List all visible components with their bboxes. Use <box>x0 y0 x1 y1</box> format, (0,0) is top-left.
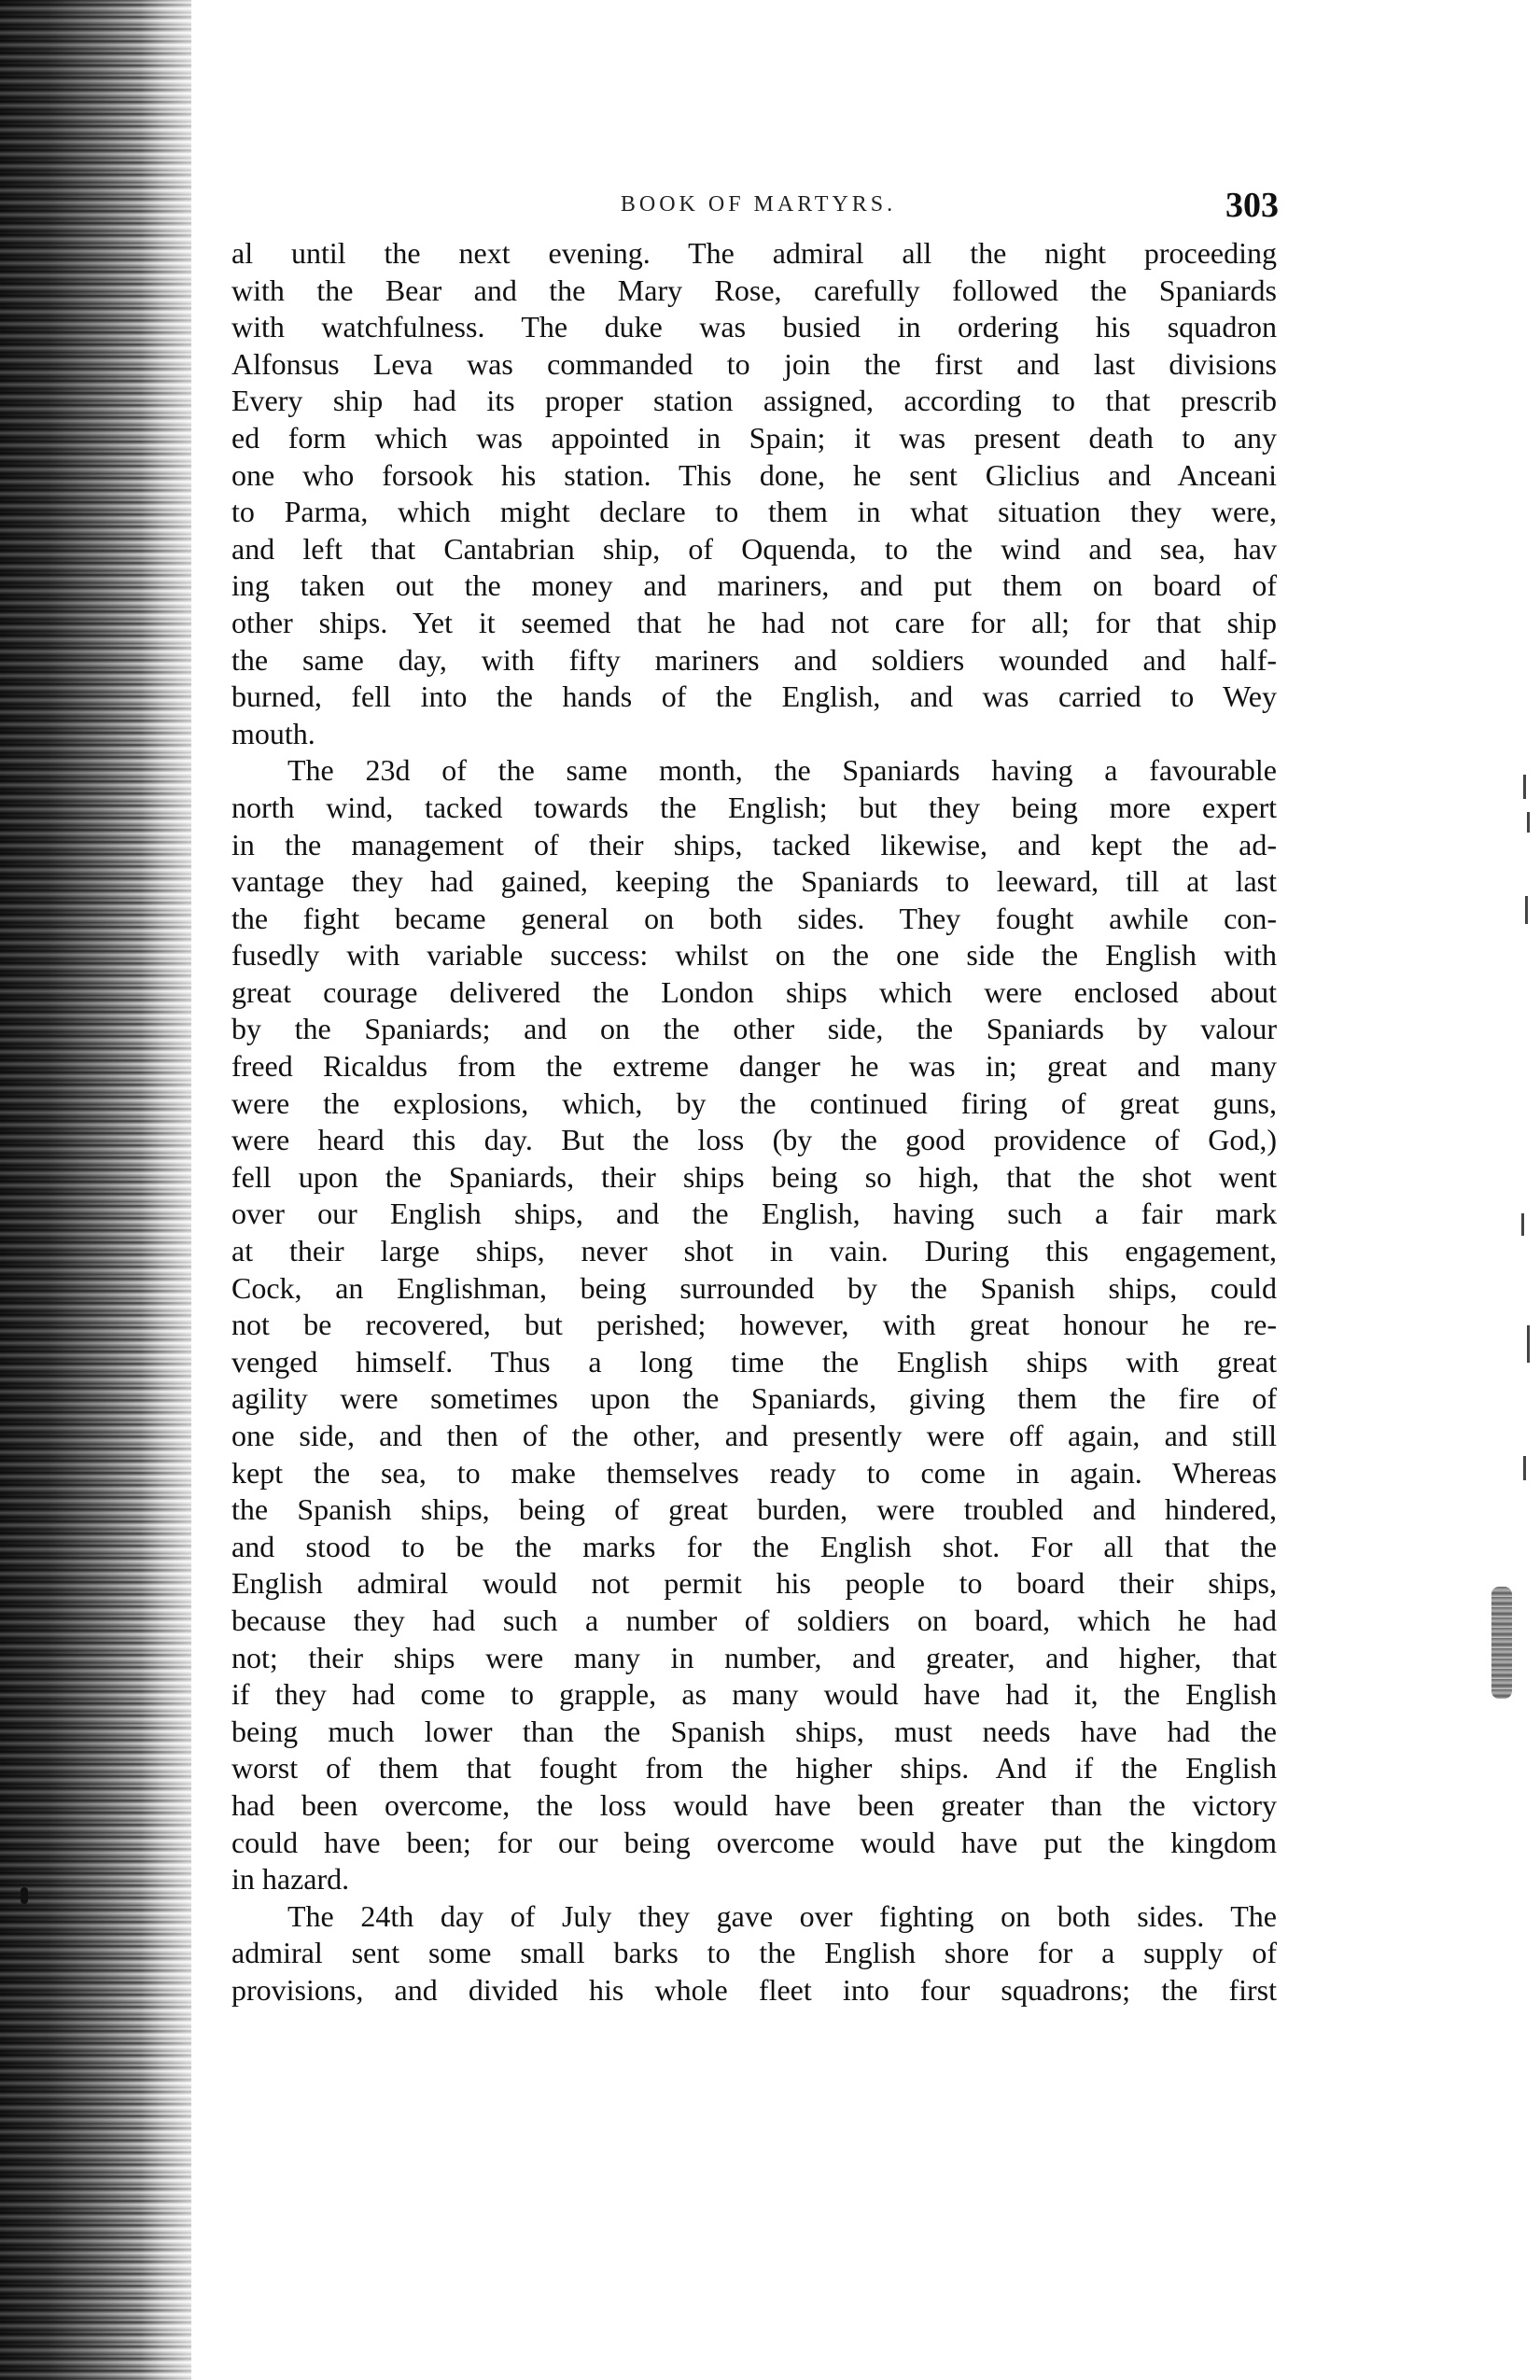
text-line: being much lower than the Spanish ships, must needs have had the <box>231 1714 1277 1748</box>
text-line: ing taken out the money and mariners, and put them on board of <box>231 568 1277 603</box>
text-line: because they had such a number of soldiers on board, which he had <box>231 1603 1277 1637</box>
text-line: the Spanish ships, being of great burden, were troubled and hindered, <box>231 1492 1277 1527</box>
text-line: the same day, with fifty mariners and soldiers wounded and half- <box>231 642 1277 677</box>
text-line: and stood to be the marks for the English shot. For all that the <box>231 1529 1277 1563</box>
text-line: had been overcome, the loss would have been greater than the victory <box>231 1787 1277 1822</box>
edge-mark <box>1527 1325 1530 1363</box>
text-line: mouth. <box>231 716 315 750</box>
edge-mark <box>1523 775 1526 799</box>
text-line: not; their ships were many in number, and greater, and higher, that <box>231 1640 1277 1674</box>
scan-speck <box>21 1887 28 1904</box>
text-line: English admiral would not permit his people to board their ships, <box>231 1566 1277 1601</box>
text-line: worst of them that fought from the higher ships. And if the English <box>231 1751 1277 1785</box>
text-line: great courage delivered the London ships which were enclosed about <box>231 974 1277 1009</box>
text-line: provisions, and divided his whole fleet into four squadrons; the first <box>231 1972 1277 2007</box>
edge-mark <box>1525 896 1528 924</box>
paragraph-start-line: The 24th day of July they gave over fighting on both sides. The <box>287 1898 1277 1933</box>
text-line: were the explosions, which, by the continued firing of great guns, <box>231 1085 1277 1120</box>
text-line: over our English ships, and the English, having such a fair mark <box>231 1197 1277 1231</box>
edge-mark <box>1521 1213 1524 1236</box>
gutter-fade <box>140 0 224 2380</box>
text-line: by the Spaniards; and on the other side, the Spaniards by valour <box>231 1012 1277 1046</box>
page-header <box>238 185 1279 231</box>
text-line: not be recovered, but perished; however, with great honour he re- <box>231 1308 1277 1342</box>
text-line: one side, and then of the other, and presently were off again, and still <box>231 1419 1277 1452</box>
text-line: in the management of their ships, tacked likewise, and kept the ad- <box>231 827 1277 861</box>
text-line: north wind, tacked towards the English; but they being more expert <box>231 790 1277 824</box>
text-line: with watchfulness. The duke was busied in ordering his squadron <box>231 310 1277 344</box>
text-line: venged himself. Thus a long time the English ships with great <box>231 1344 1277 1379</box>
text-line: Every ship had its proper station assigned, according to that prescrib <box>231 384 1277 418</box>
text-line: fell upon the Spaniards, their ships being so high, that the shot went <box>231 1159 1277 1194</box>
text-line: other ships. Yet it seemed that he had not care for all; for that ship <box>231 605 1277 639</box>
text-line: Cock, an Englishman, being surrounded by the Spanish ships, could <box>231 1270 1277 1305</box>
text-line: freed Ricaldus from the extreme danger he was in; great and many <box>231 1049 1277 1084</box>
text-line: fusedly with variable success: whilst on the one side the English with <box>231 938 1277 973</box>
text-line: ed form which was appointed in Spain; it was present death to any <box>231 420 1277 455</box>
text-line: if they had come to grapple, as many would have had it, the English <box>231 1677 1277 1712</box>
text-line: burned, fell into the hands of the English, and was carried to Wey <box>231 679 1277 714</box>
text-line: with the Bear and the Mary Rose, carefully followed the Spaniards <box>231 273 1277 307</box>
running-title: BOOK OF MARTYRS. <box>620 192 897 217</box>
text-line: the fight became general on both sides. They fought awhile con- <box>231 901 1277 935</box>
body-text <box>231 235 1277 2009</box>
paragraph-start-line: The 23d of the same month, the Spaniards having a favourable <box>287 753 1277 788</box>
text-line: could have been; for our being overcome would have put the kingdom <box>231 1825 1277 1859</box>
text-line: Alfonsus Leva was commanded to join the first and last divisions <box>231 346 1277 381</box>
text-line: admiral sent some small barks to the English shore for a supply of <box>231 1936 1277 1970</box>
text-line: at their large ships, never shot in vain. During this engagement, <box>231 1234 1277 1268</box>
text-line: kept the sea, to make themselves ready to come in again. Whereas <box>231 1455 1277 1490</box>
edge-mark <box>1523 1456 1526 1480</box>
text-line: and left that Cantabrian ship, of Oquenda, to the wind and sea, hav <box>231 531 1277 566</box>
text-line: in hazard. <box>231 1862 350 1897</box>
page-number: 303 <box>1225 186 1279 225</box>
text-line: agility were sometimes upon the Spaniards, giving them the fire of <box>231 1381 1277 1416</box>
text-line: were heard this day. But the loss (by the good providence of God,) <box>231 1123 1277 1157</box>
text-line: vantage they had gained, keeping the Spaniards to leeward, till at last <box>231 864 1277 899</box>
edge-ink-blot <box>1491 1587 1512 1699</box>
text-line: to Parma, which might declare to them in what situation they were, <box>231 495 1277 529</box>
text-line: al until the next evening. The admiral all the night proceeding <box>231 236 1277 270</box>
text-line: one who forsook his station. This done, he sent Gliclius and Anceani <box>231 457 1277 492</box>
edge-mark <box>1527 812 1530 833</box>
